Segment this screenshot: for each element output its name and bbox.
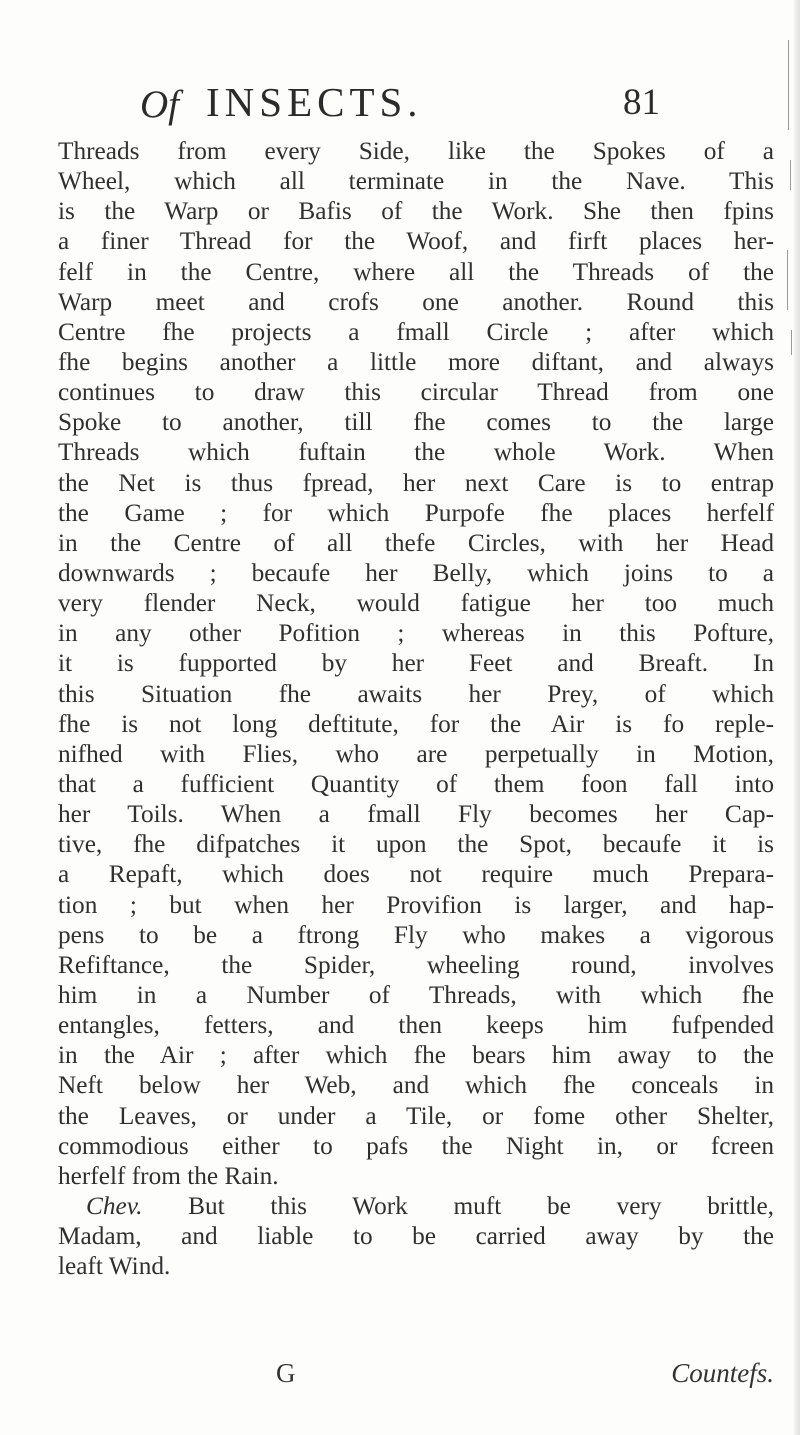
text-line: entangles, fetters, and then keeps him fufpended xyxy=(58,1011,774,1040)
text-line: her Toils. When a fmall Fly becomes her Cap- xyxy=(58,800,774,829)
dialogue-line xyxy=(58,1191,774,1221)
speaker-name: Chev. xyxy=(86,1191,143,1220)
text-line: fhe begins another a little more diftant, and always xyxy=(58,347,774,376)
text-line: downwards ; becaufe her Belly, which joins to a xyxy=(58,558,774,587)
running-head xyxy=(140,78,660,128)
text-line: in the Centre of all thefe Circles, with her Head xyxy=(58,528,774,557)
text-line: in any other Pofition ; whereas in this Pofture, xyxy=(58,619,774,648)
text-line: nifhed with Flies, who are perpetually in Motion, xyxy=(58,739,774,768)
text-line: Refiftance, the Spider, wheeling round, involves xyxy=(58,950,774,979)
signature-mark: G xyxy=(276,1358,296,1388)
dialogue-text: But this Work muft be very brittle, xyxy=(142,1191,774,1220)
text-line: Neft below her Web, and which fhe conceals in xyxy=(58,1071,774,1100)
text-line: that a fufficient Quantity of them foon fall into xyxy=(58,769,774,798)
page-footer xyxy=(58,1358,774,1394)
text-line: very flender Neck, would fatigue her too much xyxy=(58,589,774,618)
page-edge-line xyxy=(787,250,788,310)
text-line: Threads which fuftain the whole Work. When xyxy=(58,438,774,467)
page-edge-line xyxy=(790,160,791,190)
text-line: leaft Wind. xyxy=(58,1252,171,1281)
text-line: the Net is thus fpread, her next Care is to entrap xyxy=(58,468,774,497)
text-line: pens to be a ftrong Fly who makes a vigorous xyxy=(58,920,774,949)
text-line: herfelf from the Rain. xyxy=(58,1161,279,1190)
text-line: in the Air ; after which fhe bears him away to the xyxy=(58,1041,774,1070)
page-edge-line xyxy=(788,40,789,130)
text-line: a finer Thread for the Woof, and firft places her- xyxy=(58,227,774,256)
text-line: continues to draw this circular Thread from one xyxy=(58,378,774,407)
text-line: fhe is not long deftitute, for the Air is fo reple- xyxy=(58,709,774,738)
text-line: Centre fhe projects a fmall Circle ; after which xyxy=(58,317,774,346)
running-head-title: INSECTS. xyxy=(206,79,423,125)
text-line: is the Warp or Bafis of the Work. She then fpins xyxy=(58,197,774,226)
text-line: this Situation fhe awaits her Prey, of which xyxy=(58,679,774,708)
text-line: felf in the Centre, where all the Threads of the xyxy=(58,257,774,286)
text-line: a Repaft, which does not require much Prepara- xyxy=(58,860,774,889)
text-line: Threads from every Side, like the Spokes of a xyxy=(58,137,774,165)
text-line: him in a Number of Threads, with which fhe xyxy=(58,980,774,1009)
body-text xyxy=(58,136,774,1281)
running-head-prefix: Of xyxy=(140,83,179,126)
page-edge xyxy=(794,0,800,1435)
text-line: Warp meet and crofs one another. Round this xyxy=(58,287,774,316)
text-line: Spoke to another, till fhe comes to the large xyxy=(58,408,774,437)
text-line: Madam, and liable to be carried away by the xyxy=(58,1222,774,1251)
text-line: tion ; but when her Provifion is larger, and hap- xyxy=(58,890,774,919)
text-line: it is fupported by her Feet and Breaft. In xyxy=(58,649,774,678)
page-edge-line xyxy=(791,330,792,355)
text-line: the Leaves, or under a Tile, or fome other Shelter, xyxy=(58,1101,774,1130)
text-line: Wheel, which all terminate in the Nave. This xyxy=(58,167,774,196)
text-line: commodious either to pafs the Night in, or fcreen xyxy=(58,1131,774,1160)
text-line: tive, fhe difpatches it upon the Spot, becaufe it is xyxy=(58,830,774,859)
page-number: 81 xyxy=(623,82,660,123)
catchword: Countefs. xyxy=(671,1358,774,1388)
text-line: the Game ; for which Purpofe fhe places herfelf xyxy=(58,498,774,527)
